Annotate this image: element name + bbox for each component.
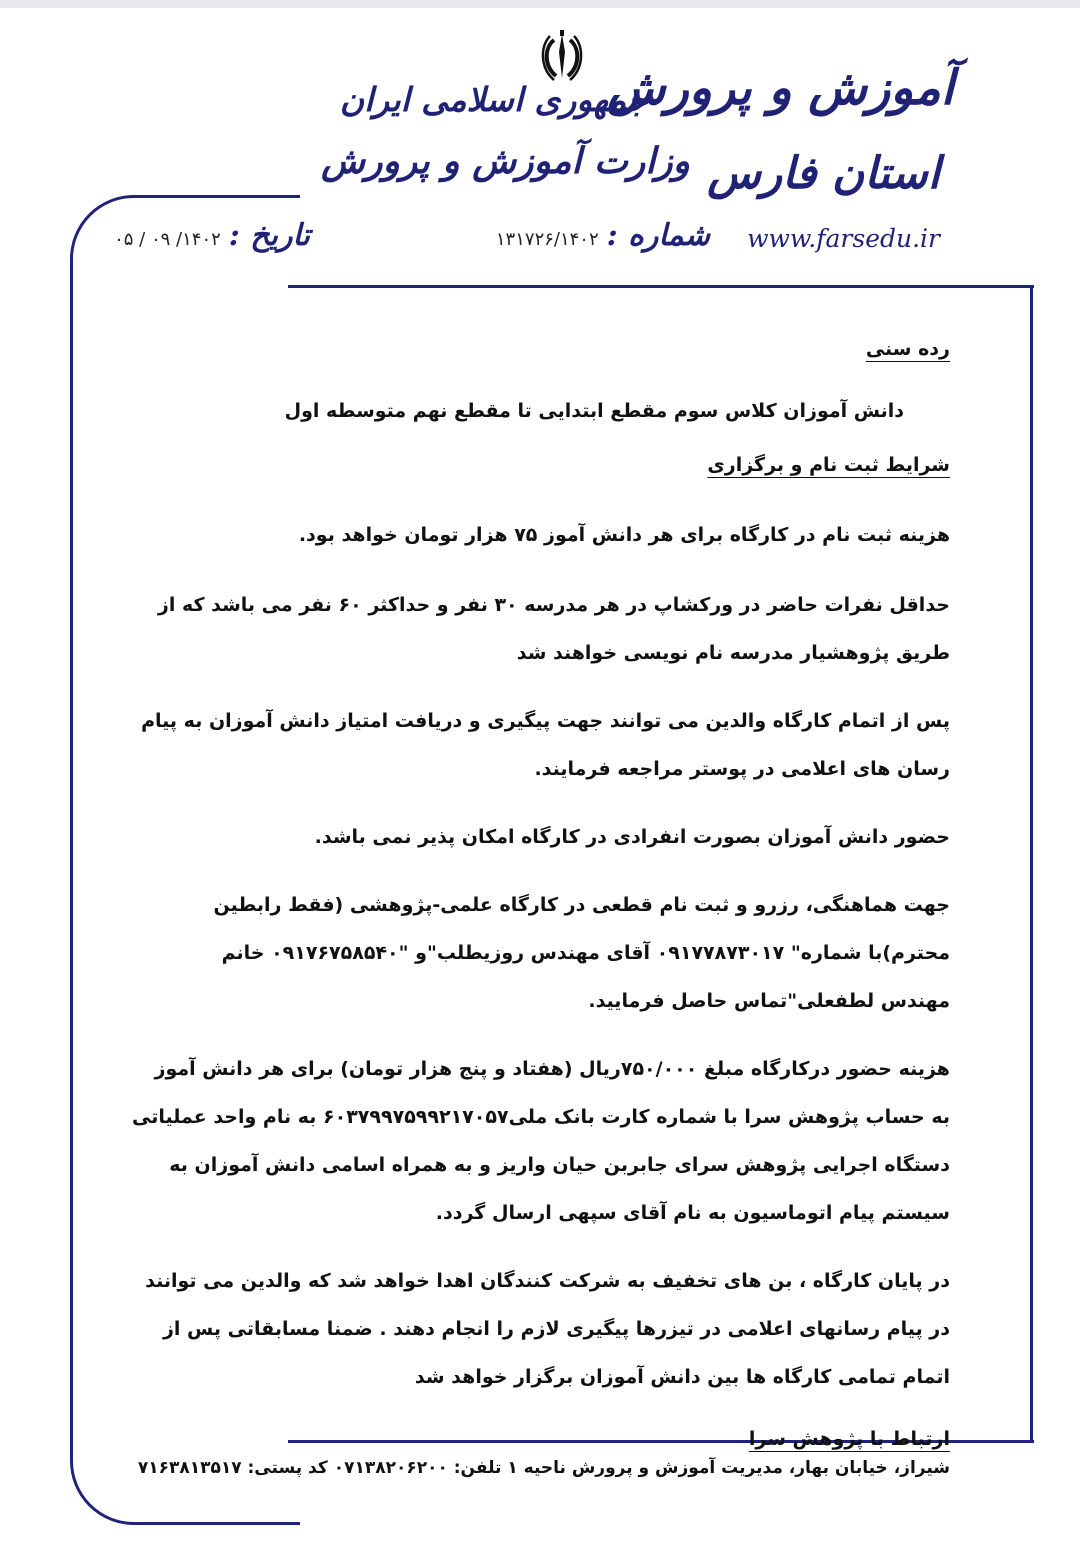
para-parents: پس از اتمام کارگاه والدین می توانند جهت پیگیری و دریافت امتیاز دانش آموزان به پیام رسان های اعلامی در پوستر مراجعه فرمایند.	[141, 710, 950, 780]
para-discount: در پایان کارگاه ، بن های تخفیف به شرکت کنندگان اهدا خواهد شد که والدین می توانند در پیام رسانهای اعلامی در تیزرها پیگیری لازم را انجام دهند . ضمنا مسابقاتی پس از اتمام تمامی کارگاه ها بین دانش آموزان برگزار خواهد شد	[145, 1270, 950, 1388]
header-divider	[288, 285, 1034, 288]
org-title-line1: آموزش و پرورش	[606, 60, 954, 116]
org-title-line2: استان فارس	[707, 148, 940, 199]
number-label: شماره :	[606, 218, 710, 253]
date-value: ۱۴۰۲/ ۰۹ / ۰۵	[114, 229, 221, 250]
contact-link[interactable]: ارتباط با پژوهش سرا	[748, 1428, 950, 1450]
top-strip	[0, 0, 1080, 8]
para-fee: هزینه ثبت نام در کارگاه برای هر دانش آموز ۷۵ هزار تومان خواهد بود.	[298, 524, 950, 546]
para-contact: جهت هماهنگی، رزرو و ثبت نام قطعی در کارگاه علمی-پژوهشی (فقط رابطین محترم)با شماره" ۰۹۱۷۷۸۷۳۰۱۷ آقای مهندس روزیطلب"و "۰۹۱۷۶۷۵۸۵۴۰ خانم مهندس لطفعلی"تماس حاصل فرمایید.	[213, 894, 950, 1012]
age-heading: رده سنی	[865, 338, 950, 360]
ministry-title-line1: جمهوری اسلامی ایران	[339, 80, 648, 119]
para-individual: حضور دانش آموزان بصورت انفرادی در کارگاه امکان پذیر نمی باشد.	[314, 826, 950, 848]
iran-emblem-icon	[540, 30, 584, 82]
age-text: دانش آموزان کلاس سوم مقطع ابتدایی تا مقطع نهم متوسطه اول	[284, 400, 904, 422]
para-payment: هزینه حضور درکارگاه مبلغ ۷۵۰/۰۰۰ریال (هفتاد و پنج هزار تومان) برای هر دانش آموز به حساب پژوهش سرا با شماره کارت بانک ملی۶۰۳۷۹۹۷۵۹۹۲۱۷۰۵۷ به نام واحد عملیاتی دستگاه اجرایی پژوهش سرای جابربن حیان واریز و به همراه اسامی دانش آموزان به سیستم پیام اتوماسیون به نام آقای سپهی ارسال گردد.	[131, 1058, 950, 1224]
footer-address: شیراز، خیابان بهار، مدیریت آموزش و پرورش ناحیه ۱ تلفن: ۰۷۱۳۸۲۰۶۲۰۰ کد پستی: ۷۱۶۳۸۱۳۵۱۷	[137, 1458, 950, 1478]
date-label: تاریخ :	[228, 218, 310, 253]
letter-date	[114, 218, 310, 253]
letter-number	[496, 218, 710, 253]
number-value: ۱۳۱۷۲۶/۱۴۰۲	[495, 229, 599, 250]
ministry-title-line2: وزارت آموزش و پرورش	[321, 140, 690, 182]
letter-body	[130, 325, 950, 1463]
conditions-heading: شرایط ثبت نام و برگزاری	[707, 454, 950, 476]
website-link[interactable]: www.farsedu.ir	[747, 224, 940, 253]
para-capacity: حداقل نفرات حاضر در ورکشاپ در هر مدرسه ۳۰ نفر و حداکثر ۶۰ نفر می باشد که از طریق پژوهشیار مدرسه نام نویسی خواهند شد	[157, 594, 950, 664]
